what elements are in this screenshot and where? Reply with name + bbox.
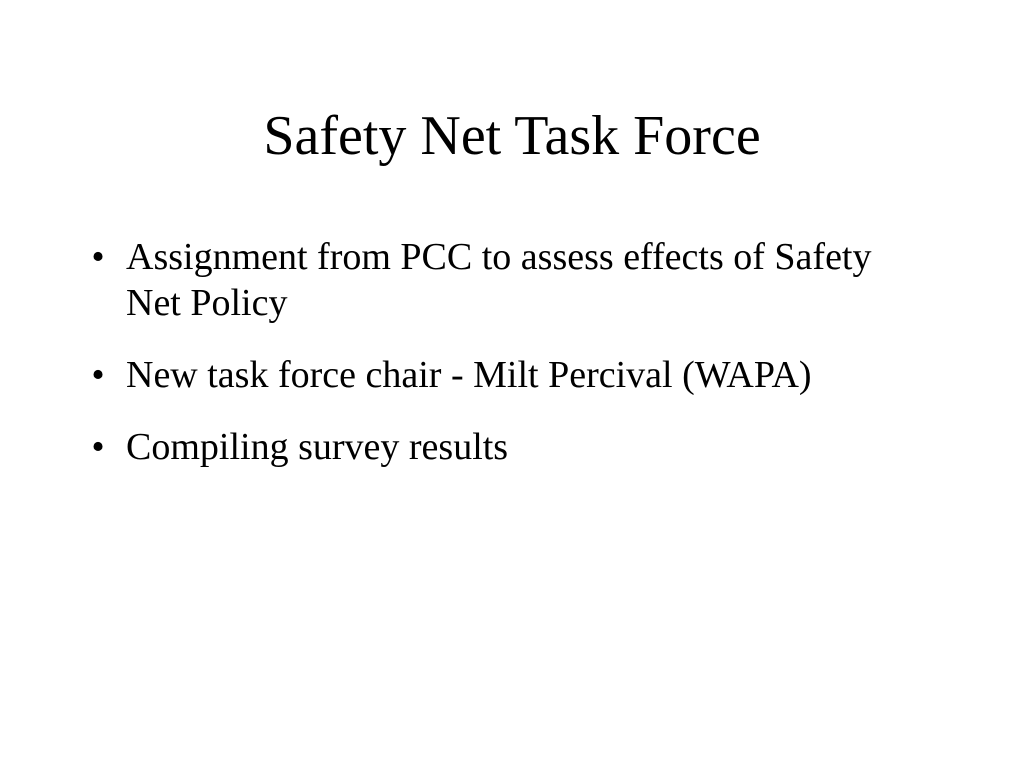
bullet-icon: • <box>91 426 105 468</box>
bullet-icon: • <box>91 354 105 396</box>
slide-title: Safety Net Task Force <box>263 105 761 167</box>
bullet-text: Assignment from PCC to assess effects of Safety Net Policy <box>126 236 872 324</box>
bullet-item <box>88 424 928 470</box>
bullet-icon: • <box>91 236 105 278</box>
bullet-item <box>88 352 928 398</box>
bullet-text: Compiling survey results <box>126 426 509 468</box>
bullet-text: New task force chair - Milt Percival (WAPA) <box>126 354 812 396</box>
bullet-item <box>88 234 928 326</box>
bullet-list <box>88 234 928 496</box>
